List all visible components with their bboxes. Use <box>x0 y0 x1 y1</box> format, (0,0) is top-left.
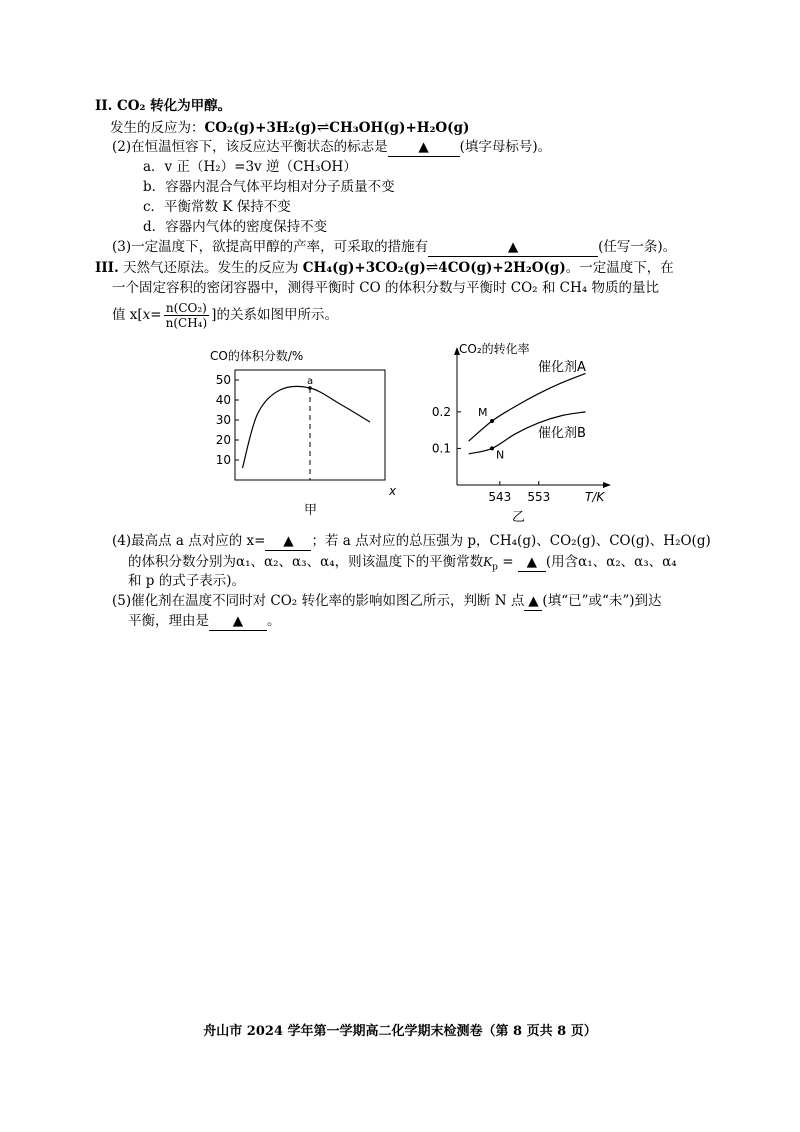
question-5-text-a: (5)催化剂在温度不同时对 CO₂ 转化率的影响如图乙所示，判断 N 点 <box>112 593 525 609</box>
fraction-numerator: n(CO₂) <box>164 301 210 316</box>
point-label: M <box>478 406 488 419</box>
chart-yi <box>420 335 620 525</box>
y-tick-label: 30 <box>215 413 231 427</box>
answer-blank-q5-reason[interactable]: ▲ <box>209 613 267 631</box>
option-b: b．容器内混合气体平均相对分子质量不变 <box>143 179 395 195</box>
page-footer: 舟山市 2024 学年第一学期高二化学期末检测卷（第 8 页共 8 页） <box>203 1024 597 1039</box>
reaction-left: CO₂(g)+3H₂(g) <box>204 120 317 136</box>
kp-symbol: K <box>483 554 493 569</box>
fraction-variable: x= <box>142 307 162 323</box>
question-5-text-b: (填“已”或“未”)到达 <box>542 593 662 609</box>
section-3-prefix: 天然气还原法。发生的反应为 <box>122 260 303 276</box>
y-tick-label: 50 <box>215 373 231 387</box>
marked-point <box>490 419 494 423</box>
question-4-text-d: (用含α₁、α₂、α₃、α₄ <box>545 554 677 570</box>
question-3-text: (3)一定温度下，欲提高甲醇的产率，可采取的措施有 <box>112 239 429 255</box>
question-3-suffix: (任写一条)。 <box>598 239 677 255</box>
equilibrium-arrow-icon-2: ⇌ <box>425 258 439 276</box>
question-5-text-d: 。 <box>267 613 281 629</box>
answer-blank-q5-judge[interactable]: ▲ <box>524 593 542 611</box>
series-curve <box>243 386 371 468</box>
y-tick-label: 0.1 <box>431 441 451 456</box>
reaction3-left: CH₄(g)+3CO₂(g) <box>302 260 426 276</box>
question-5-line-1 <box>112 593 662 611</box>
series-label-2: 催化剂B <box>538 426 586 441</box>
question-2 <box>112 139 551 157</box>
reaction-right: CH₃OH(g)+H₂O(g) <box>329 120 470 136</box>
question-4-text-b: ；若 a 点对应的总压强为 p，CH₄(g)、CO₂(g)、CO(g)、H₂O(g) <box>311 533 711 549</box>
kp-subscript: p <box>492 562 498 573</box>
question-4-text-c: 的体积分数分别为α₁、α₂、α₃、α₄，则该温度下的平衡常数 <box>128 554 484 570</box>
x-tick-label: 543 <box>488 490 512 504</box>
section-3-line-3 <box>112 298 338 332</box>
equilibrium-arrow-icon: ⇌ <box>316 118 330 136</box>
section-3-line-1 <box>95 259 674 277</box>
answer-blank-q3[interactable]: ▲ <box>428 239 598 257</box>
question-4-text-a: (4)最高点 a 点对应的 x= <box>112 533 266 549</box>
question-5-text-c: 平衡，理由是 <box>128 613 209 629</box>
question-2-text: (2)在恒温恒容下，该反应达平衡状态的标志是 <box>112 139 388 155</box>
ratio-fraction <box>164 301 210 330</box>
chart-caption: 乙 <box>512 510 526 525</box>
peak-label: a <box>307 376 314 387</box>
reaction-prefix: 发生的反应为： <box>110 120 205 136</box>
series-label-1: 催化剂A <box>538 360 586 375</box>
y-axis-label: CO₂的转化率 <box>459 342 530 356</box>
chart-jia <box>205 340 405 525</box>
answer-blank-q4-kp[interactable]: ▲ <box>518 554 546 572</box>
section-3-line3-suffix: ]的关系如图甲所示。 <box>211 307 338 323</box>
section-2-number: II. <box>95 98 113 114</box>
section-3-line3-prefix: 值 x[ <box>112 307 143 323</box>
reaction-line-2 <box>110 119 469 137</box>
option-c: c．平衡常数 K 保持不变 <box>143 199 291 215</box>
answer-blank-q4-x[interactable]: ▲ <box>265 533 311 551</box>
question-3 <box>112 239 676 257</box>
question-2-suffix: (填字母标号)。 <box>459 139 552 155</box>
section-3-number: III. <box>95 260 119 276</box>
option-a: a．v 正（H₂）=3v 逆（CH₃OH） <box>143 159 357 175</box>
question-4-line-1 <box>112 533 711 551</box>
x-axis-label: x <box>389 484 397 498</box>
point-label: N <box>496 448 505 462</box>
section-2-heading <box>95 98 231 115</box>
option-d: d．容器内气体的密度保持不变 <box>143 219 328 235</box>
y-tick-label: 10 <box>215 453 231 467</box>
question-5-line-2 <box>128 613 281 631</box>
kp-equals: = <box>497 554 518 570</box>
y-tick-label: 20 <box>215 433 231 447</box>
marked-point <box>490 446 494 450</box>
x-axis-arrow-icon <box>603 482 611 488</box>
section-2-title: CO₂ 转化为甲醇。 <box>117 98 232 114</box>
section-3-line-2: 一个固定容积的密闭容器中，测得平衡时 CO 的体积分数与平衡时 CO₂ 和 CH₄ 物质的量比 <box>112 280 659 296</box>
y-tick-label: 0.2 <box>431 404 451 419</box>
y-tick-label: 40 <box>215 393 231 407</box>
reaction3-right: 4CO(g)+2H₂O(g) <box>438 260 566 276</box>
chart-caption: 甲 <box>304 503 318 518</box>
answer-blank-q2[interactable]: ▲ <box>388 139 460 157</box>
section-3-suffix: 。一定温度下，在 <box>565 260 674 276</box>
x-tick-label: 553 <box>527 490 551 504</box>
fraction-denominator: n(CH₄) <box>165 316 208 330</box>
x-axis-label: T/K <box>585 490 605 504</box>
y-axis-label: CO的体积分数/% <box>210 349 304 363</box>
question-4-line-3: 和 p 的式子表示)。 <box>128 573 245 589</box>
